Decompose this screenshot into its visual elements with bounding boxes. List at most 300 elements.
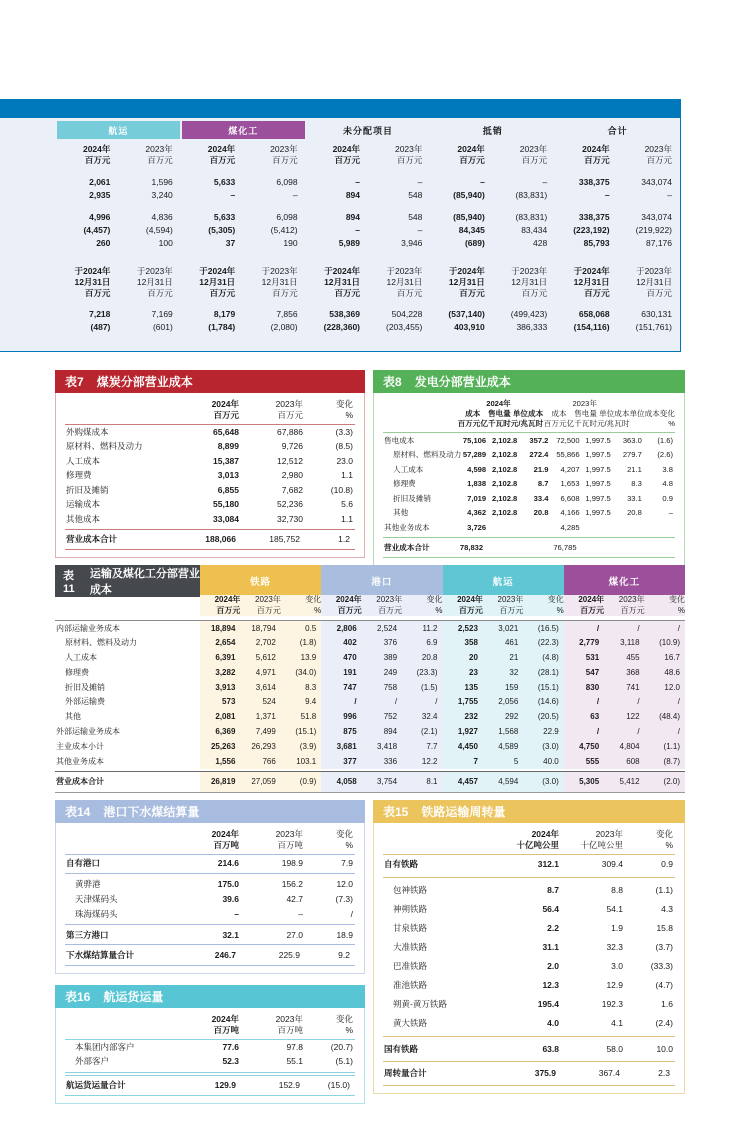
cell: 752 [362,710,402,725]
column-header-line: % [677,605,685,615]
year-unit-header [306,144,368,166]
cell: 758 [362,680,402,695]
column-header-line: 2024年 [531,829,559,839]
cell: 658,068 [578,309,610,319]
cell: 1.9 [611,923,623,933]
cell: 1,755 [443,695,483,710]
year-label: 2023年 [644,144,672,154]
cell: 4,804 [604,739,644,754]
cell: 21.1 [627,464,642,474]
column-header-spacer [65,1014,171,1035]
date-unit-header [430,266,492,299]
cell: 58.0 [606,1044,623,1054]
cell: (2.4) [655,1018,673,1028]
table15-rail-turnover [373,800,685,1094]
date-line: 百万元 [459,288,485,298]
year-unit-header [368,144,430,166]
column-header-line: 售电量 [487,408,511,418]
table-row [65,469,355,484]
cell: 12.0 [645,680,685,695]
cell: 97.8 [286,1041,303,1052]
column-header-line: 百万元 [277,409,303,420]
column-header [305,1014,355,1035]
column-header-line: 2023年 [275,1014,303,1024]
table-row [383,477,675,492]
row-label-spacer [0,189,56,202]
unit-label: 百万元 [147,155,173,165]
cell: 2.0 [547,961,559,971]
table-row [55,695,685,710]
cell: 20.8 [627,508,642,518]
table7-id: 表7 [65,375,84,389]
cell: (28.1) [523,665,563,680]
cell: 23 [443,665,483,680]
cell: 894 [345,212,360,222]
column-header-line: % [345,839,353,850]
date-unit-header [243,266,305,299]
row-label-spacer [0,211,56,224]
cell: 31.1 [542,942,559,952]
date-line: 于2023年 [136,266,173,276]
cell: (8.7) [645,754,685,769]
cell: 2,102.8 [491,508,518,518]
cell: 470 [321,651,361,666]
cell: – [480,177,485,187]
column-header [200,595,240,616]
cell: 4,971 [240,665,280,680]
date-unit-header [368,266,430,299]
date-line: 于2024年 [199,266,236,276]
column-header [362,595,402,616]
table-row [65,944,355,966]
cell: 0.9 [662,493,673,503]
cell: 225.9 [278,950,300,960]
column-header-line: 2024年 [211,1014,239,1024]
table-row [65,454,355,469]
row-label: 修理费 [393,479,416,489]
cell: 63.8 [542,1044,559,1054]
cell: / [564,725,604,740]
table-row [65,874,355,892]
cell: 2.2 [547,923,559,933]
cell: (2.6) [657,450,673,460]
cell: 5,305 [564,772,604,792]
cell: – [604,190,610,200]
table11-header [55,565,685,596]
cell: 129.9 [214,1079,236,1090]
cell: – [542,177,548,187]
cell: 83,434 [521,225,548,235]
column-header-line: 成本 [551,408,567,418]
column-header-row [65,1008,355,1040]
cell: (601) [152,322,173,332]
year-unit-header [493,144,555,166]
cell: 3,946 [401,238,423,248]
cell: 6,098 [276,177,298,187]
cell: 4,996 [89,212,111,222]
column-header-line: 百万吨 [277,1024,303,1035]
year-unit-header [181,144,243,166]
column-header-line [511,399,543,409]
segment-group-none: 抵销 [482,125,503,136]
cell: 1,927 [443,725,483,740]
cell: (219,922) [635,225,672,235]
column-header [241,829,305,850]
cell: 198.9 [281,857,303,868]
cell: 5 [483,754,523,769]
cell: 40.0 [523,754,563,769]
cell: 72,500 [556,435,580,445]
cell: 2,980 [281,470,303,480]
cell: 2,935 [89,190,111,200]
column-header [483,595,523,616]
cell: 875 [321,725,361,740]
row-label: 折旧及摊销 [66,484,109,495]
column-header-spacer [383,399,457,428]
row-label: 折旧及摊销 [393,493,431,503]
column-header-spacer [65,399,171,420]
table14-title [55,800,365,823]
column-header-line: 变化 [335,1014,353,1024]
date-line: 12月31日 [636,277,672,287]
row-label: 神朔铁路 [393,904,428,914]
cell: 2,779 [564,636,604,651]
cell: (4,594) [145,225,173,235]
column-header-line: 十亿吨公里 [580,839,623,850]
column-header-line: 2023年 [275,399,303,409]
cell: 8.3 [281,680,321,695]
cell: 6,369 [200,725,240,740]
cell: (33.3) [650,961,673,971]
table14-name: 港口下水煤结算量 [103,805,200,819]
row-label: 修理费 [66,470,92,480]
cell: (20.7) [330,1041,353,1052]
cell: 1,556 [200,754,240,769]
cell: (1.1) [645,739,685,754]
cell: 4,058 [321,772,361,792]
row-label-spacer [0,176,56,189]
cell: / [604,725,644,740]
date-unit-header [493,266,555,299]
cell: 32.4 [402,710,442,725]
column-header-line: 2024年 [211,829,239,839]
column-header [629,399,675,428]
cell: (537,140) [448,309,485,319]
cell: 747 [321,680,361,695]
segment-summary-table [0,118,681,352]
column-header-line [543,399,566,409]
cell: 7,169 [151,309,173,319]
row-label: 外部运输费 [65,697,105,707]
cell: – [355,225,360,235]
row-label: 本集团内部客户 [75,1041,135,1052]
cell: 249 [362,665,402,680]
column-header-line: 百万元 [499,605,524,615]
cell: 152.9 [278,1079,300,1090]
cell: 12.3 [542,980,559,990]
year-label: 2024年 [457,144,485,154]
cell [519,520,550,535]
date-line: 12月31日 [74,277,111,287]
row-label: 自有铁路 [384,859,419,869]
cell: 56.4 [542,904,559,914]
cell: 8.8 [611,885,623,895]
cell: 32.1 [222,929,239,940]
column-header-line: 2024年 [214,595,241,604]
cell: 1,997.5 [585,464,611,474]
year-unit-header [56,144,118,166]
table-row [65,425,355,440]
row-label: 巴准铁路 [393,961,428,971]
cell: 343,074 [641,212,672,222]
cell: 4,207 [560,464,580,474]
cell: 9.4 [281,695,321,710]
cell: 312.1 [537,859,559,869]
cell [582,520,613,535]
segment-row-block [0,207,680,254]
column-header-line: 百万元 [458,605,483,615]
table-row [383,491,675,506]
column-header-line: 变化 [335,829,353,839]
table-row [383,995,675,1014]
cell: 16.7 [645,651,685,666]
cell: 3,614 [240,680,280,695]
column-header-line: 变化 [305,595,322,604]
year-label: 2024年 [82,144,111,154]
cell: / [604,695,644,710]
cell: 3,118 [604,636,644,651]
table-row [55,651,685,666]
table7-name: 煤炭分部营业成本 [96,375,193,389]
cell: 4,594 [483,772,523,792]
row-label: 第三方港口 [66,929,109,940]
cell: 4.1 [611,1018,623,1028]
cell: (689) [464,238,485,248]
row-label: 人工成本 [65,653,97,663]
table14-port-coal-settlement [55,800,365,974]
cell: 343,074 [641,177,672,187]
cell [613,538,644,558]
column-header-line: 百万元 [216,605,241,615]
unit-label: 百万元 [209,155,236,165]
date-unit-header [181,266,243,299]
year-unit-header [243,144,305,166]
cell: 7,499 [240,725,280,740]
cell: 1.1 [341,513,353,524]
cell: 4.8 [662,479,673,489]
cell: 996 [321,710,361,725]
cell: 367.4 [598,1068,620,1078]
table-row [65,512,355,527]
cell: 1,371 [240,710,280,725]
cell: 386,333 [516,322,548,332]
cell: 338,375 [578,177,610,187]
cell: 75,106 [462,435,487,445]
cell: 18,794 [240,621,280,636]
year-unit-header [118,144,180,166]
column-header-line: 百万元 [337,605,362,615]
cell: (4.7) [655,980,673,990]
cell: 25,263 [200,739,240,754]
row-label: 运输成本 [66,499,101,509]
row-label: 准池铁路 [393,980,428,990]
date-unit-header [118,266,180,299]
column-header-line: 百万元 [213,409,239,420]
cell: 309.4 [601,859,623,869]
segment-date-spacer [0,266,56,299]
cell: (2,080) [270,322,298,332]
cell: 1,997.5 [585,508,611,518]
cell: 65,648 [213,426,239,437]
cell: 10.0 [656,1044,673,1054]
cell: 1,838 [467,479,487,489]
cell: – [417,225,423,235]
cell: 33.4 [533,493,549,503]
column-header-line [629,399,675,409]
column-header-line: 元/兆瓦时 [596,418,630,428]
cell: 78,832 [459,542,484,552]
cell: 32,730 [277,513,303,524]
cell: 52,236 [277,499,303,509]
column-header-spacer [383,829,491,850]
cell: 175.0 [217,878,239,889]
cell: 2,056 [483,695,523,710]
column-header [241,1014,305,1035]
table11-id: 表11 [63,570,75,595]
column-header-line: 百万吨 [213,1024,239,1035]
column-header [171,829,241,850]
band-port: 港口 [321,565,442,597]
column-header-line: 变化 [426,595,443,604]
cell: / [645,695,685,710]
cell: 4,457 [443,772,483,792]
cell: 122 [604,710,644,725]
column-header-line: 单位成本 [512,408,544,418]
row-label: 周转量合计 [384,1068,427,1078]
cell: 338,375 [578,212,610,222]
column-header [281,595,321,616]
column-header [511,399,543,428]
cell: (3.0) [523,739,563,754]
cell: 51.8 [281,710,321,725]
segment-year-header-row [0,139,680,171]
table-row [383,462,675,477]
cell: 1,997.5 [585,450,611,460]
date-line: 12月31日 [261,277,298,287]
cell: 191 [321,665,361,680]
column-header [305,399,355,420]
cell: 156.2 [281,878,303,889]
column-header [543,399,566,428]
row-label: 营业成本合计 [56,776,104,786]
date-line: 百万元 [272,288,298,298]
row-label: 国有铁路 [384,1044,419,1054]
cell: 8.7 [537,479,549,489]
year-label: 2024年 [582,144,610,154]
cell: 20.8 [402,651,442,666]
table-row [65,1075,355,1097]
cell: (5.1) [335,1056,353,1066]
row-label: 外购煤成本 [66,426,109,437]
table-row [55,771,685,792]
segment-group-shipping: 航运 [57,121,180,139]
column-header [171,399,241,420]
column-header-line: 十亿吨公里 [516,839,559,850]
date-line: 百万元 [334,288,360,298]
row-label: 包神铁路 [393,885,428,895]
cell: 402 [321,636,361,651]
cell: 1,997.5 [585,435,611,445]
row-label: 大准铁路 [393,942,428,952]
column-header-line: 单位成本变化 [629,408,675,418]
cell: 1,596 [151,177,173,187]
table15-title [373,800,685,823]
table7-title [55,370,365,393]
cell: 538,369 [329,309,360,319]
cell: 54.1 [606,904,623,914]
date-unit-header [56,266,118,299]
cell: 6,855 [217,484,239,495]
cell: (85,940) [453,190,485,200]
cell: 39.6 [222,893,239,904]
cell: – [234,908,239,919]
column-header-line: 元/兆瓦时 [510,418,544,428]
table14-id: 表14 [65,805,91,819]
cell: (1,784) [208,322,236,332]
table16-id: 表16 [65,990,91,1004]
cell: 8,179 [213,309,236,319]
column-header-line: % [556,605,564,615]
cell: – [668,508,673,518]
cell: 5,412 [604,772,644,792]
row-label: 航运货运量合计 [66,1079,126,1090]
cell: 531 [564,651,604,666]
cell: 2,654 [200,636,240,651]
segment-group-none: 未分配项目 [342,125,393,136]
column-header-line: 成本 [465,408,481,418]
row-label-spacer [0,237,56,250]
unit-label: 百万元 [84,155,111,165]
cell: 7.9 [341,857,353,868]
column-header-line: 百万元 [580,605,605,615]
year-label: 2023年 [270,144,298,154]
cell: 3.8 [662,464,673,474]
cell: (0.9) [281,772,321,792]
table-row [55,739,685,754]
cell: / [564,695,604,710]
segment-group-none: 合计 [607,125,628,136]
row-label: 其他成本 [66,513,101,524]
cell: 18,894 [200,621,240,636]
date-unit-header [618,266,680,299]
column-header [523,595,563,616]
cell: 4,450 [443,739,483,754]
column-header-line: 售电量 [574,408,597,418]
cell: (203,455) [386,322,423,332]
cell: 5,612 [240,651,280,666]
cell: 7,218 [89,309,111,319]
cell: / [350,908,353,919]
table-row [65,925,355,943]
cell: 8,899 [217,441,239,451]
cell: 4,598 [467,464,487,474]
cell: 741 [604,680,644,695]
cell: 185,752 [269,533,300,544]
cell: (14.6) [523,695,563,710]
cell: 894 [362,725,402,740]
table-row [55,710,685,725]
cell: 26,819 [200,772,240,792]
